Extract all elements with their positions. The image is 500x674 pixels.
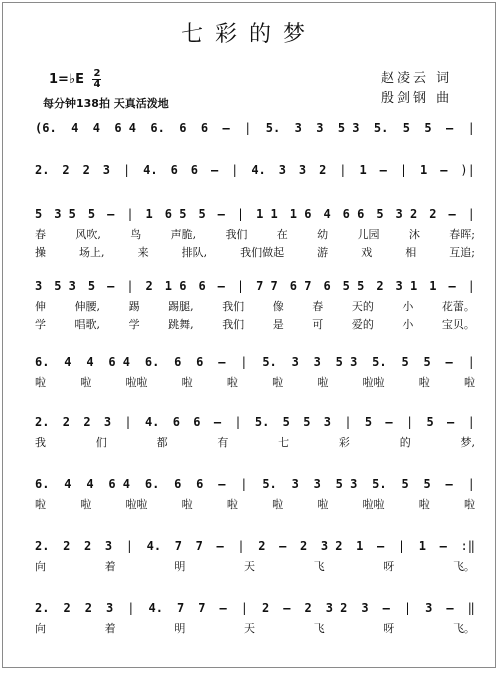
lyric-word: 啦: [463, 376, 475, 389]
note: 4: [323, 207, 331, 221]
note: 6: [196, 355, 204, 369]
note: –: [107, 207, 115, 221]
lyric-word: 游: [317, 246, 329, 259]
lyric-word: 啦啦: [125, 498, 148, 511]
lyric-line: [35, 375, 475, 389]
note: 2: [84, 601, 92, 615]
barline: |: [231, 163, 239, 177]
lyric-word: 啦啦: [362, 498, 385, 511]
note: 2: [62, 163, 70, 177]
note: 1: [429, 279, 437, 293]
note: 2: [258, 539, 266, 553]
lyric-word: 春: [35, 228, 46, 241]
note: 3: [294, 121, 302, 135]
note: 6: [190, 163, 198, 177]
note: –: [222, 121, 230, 135]
lyric-line: [35, 559, 475, 573]
note: 5 3: [335, 477, 358, 491]
note: 5 3: [335, 355, 358, 369]
lyric-word: 们: [95, 436, 107, 449]
lyric-line: [35, 299, 475, 313]
note: 3: [316, 121, 324, 135]
note: 2: [145, 279, 153, 293]
note: 5: [87, 207, 96, 221]
notation-row: [35, 279, 475, 293]
note: 7: [174, 539, 182, 553]
lyric-word: 啦: [272, 376, 284, 389]
lyric-word: 啦: [226, 376, 238, 389]
note: –: [446, 601, 454, 615]
lyric-word: 啦: [80, 498, 92, 511]
note: 3: [291, 355, 299, 369]
lyric-word: 风吹,: [75, 228, 101, 241]
note: –: [217, 279, 225, 293]
note: 6.: [35, 355, 50, 369]
note: 3: [313, 355, 321, 369]
lyric-word: 天: [243, 560, 255, 573]
note: 4.: [144, 415, 160, 429]
note: 4.: [148, 601, 163, 615]
key-signature: [49, 69, 101, 90]
note: 1: [418, 539, 426, 553]
lyric-word: 啦: [181, 498, 193, 511]
note: 4: [64, 477, 72, 491]
note: 4: [71, 121, 79, 135]
note: 2: [261, 601, 270, 615]
note: 6: [174, 477, 182, 491]
note: 6: [200, 121, 209, 135]
note: 5: [87, 279, 96, 293]
lyric-word: 戏: [361, 246, 373, 259]
note: –: [377, 539, 385, 553]
barline: |: [403, 601, 412, 615]
note: 5 3: [54, 279, 76, 293]
lyric-word: 啦: [463, 498, 475, 511]
note: –: [218, 355, 226, 369]
note: 7: [198, 601, 206, 615]
note: 6: [179, 121, 187, 135]
note: 1: [420, 163, 428, 177]
note: –: [445, 355, 453, 369]
note: –: [210, 163, 219, 177]
note: 2: [63, 539, 71, 553]
barline: |: [467, 279, 475, 293]
barline: |: [236, 207, 245, 221]
time-denominator: 4: [93, 79, 101, 90]
note: 2: [83, 415, 91, 429]
notation-row: [35, 207, 475, 221]
lyric-line: [35, 227, 475, 241]
barline: |: [124, 415, 132, 429]
barline: |: [339, 163, 347, 177]
tempo-marking: 每分钟138拍 天真活泼地: [43, 97, 169, 110]
note: 5 3: [337, 121, 360, 135]
lyric-word: 沐: [408, 228, 420, 241]
note: 6.: [150, 121, 165, 135]
lyric-word: 可: [312, 318, 324, 331]
composer-credit: 殷剑钢 曲: [381, 91, 453, 106]
note: 3: [298, 163, 307, 177]
note: 3: [291, 477, 299, 491]
lyric-word: 学: [128, 318, 140, 331]
note: –: [218, 477, 226, 491]
note: 7 7: [256, 279, 278, 293]
lyric-word: 啦: [181, 376, 193, 389]
note: 7: [195, 539, 203, 553]
note: 2.: [35, 601, 50, 615]
score-title: 七彩的梦: [180, 22, 317, 47]
lyric-word: 啦: [80, 376, 92, 389]
barline: |: [126, 207, 134, 221]
note: –: [379, 163, 387, 177]
lyric-word: 啦: [35, 376, 46, 389]
note: 4: [86, 355, 94, 369]
note: 4.: [146, 539, 162, 553]
note: –: [448, 279, 456, 293]
barline: |: [467, 121, 475, 135]
note: 4: [92, 121, 100, 135]
barline: |: [244, 121, 252, 135]
notation-row: [35, 163, 475, 177]
note: 4.: [251, 163, 266, 177]
barline: |: [127, 601, 135, 615]
note: (6.: [35, 121, 57, 135]
note: 7: [176, 601, 185, 615]
time-numerator: 2: [93, 68, 101, 79]
note: 5: [376, 207, 384, 221]
note: 5: [198, 207, 206, 221]
lyric-word: 明: [174, 560, 186, 573]
note: 5: [35, 207, 43, 221]
note: –: [440, 163, 448, 177]
barline: |: [467, 477, 475, 491]
barline: |: [240, 355, 248, 369]
note: –: [107, 279, 115, 293]
barline: |: [467, 207, 475, 221]
note: 2.: [35, 163, 50, 177]
note: 5: [303, 415, 311, 429]
barline: |: [125, 539, 133, 553]
lyric-word: 伸: [35, 300, 46, 313]
lyric-word: 声脆,: [170, 228, 197, 241]
lyric-word: 啦: [226, 498, 238, 511]
note: 6: [196, 477, 204, 491]
notation-row: [35, 601, 475, 615]
lyric-line: [35, 435, 475, 449]
lyric-word: 天: [243, 622, 255, 635]
lyric-word: 春: [312, 300, 324, 313]
lyric-line: [35, 317, 475, 331]
lyric-word: 啦: [317, 376, 329, 389]
lyric-word: 学: [35, 318, 46, 331]
note: 4: [64, 355, 72, 369]
note: 2: [376, 279, 384, 293]
note: 2: [299, 539, 308, 553]
note: 3: [425, 601, 433, 615]
lyric-word: 我: [35, 436, 46, 449]
note: 3 1: [395, 279, 418, 293]
note: 6: [323, 279, 331, 293]
note: –: [445, 477, 453, 491]
lyric-word: 互追;: [449, 246, 475, 259]
barline: |: [397, 539, 406, 553]
note: –: [447, 415, 455, 429]
barline: |: [126, 279, 134, 293]
note: 3: [361, 601, 369, 615]
notation-row: [35, 539, 475, 553]
note: 6: [172, 415, 180, 429]
note: –: [448, 207, 456, 221]
lyric-line: [35, 497, 475, 511]
note: 3: [105, 601, 114, 615]
note: 2: [304, 601, 312, 615]
lyric-word: 是: [272, 318, 284, 331]
lyric-line: [35, 245, 475, 259]
note: 5: [426, 415, 434, 429]
note: 5.: [262, 477, 277, 491]
note: 5.: [372, 477, 387, 491]
lyricist-credit: 赵凌云 词: [381, 71, 453, 86]
note: 3 2: [325, 601, 348, 615]
lyric-word: 天的: [351, 300, 374, 313]
note: 3: [323, 415, 331, 429]
note: 3 2: [320, 539, 343, 553]
note: –: [219, 601, 227, 615]
lyric-word: 我们: [222, 300, 245, 313]
lyric-word: 都: [156, 436, 168, 449]
lyric-word: 唱歌,: [74, 318, 101, 331]
note: 3: [102, 163, 111, 177]
lyric-word: 小: [402, 318, 414, 331]
note: –: [382, 601, 390, 615]
note: 3: [278, 163, 286, 177]
note: 2: [62, 415, 70, 429]
note: 5: [402, 121, 410, 135]
note: 5 5: [342, 279, 365, 293]
note: –: [279, 539, 287, 553]
barline: |: [467, 415, 475, 429]
note: 5.: [262, 355, 277, 369]
lyric-word: 花蕾。: [441, 300, 475, 313]
lyric-word: 我们: [222, 318, 245, 331]
barline: ‖: [467, 601, 475, 615]
note: 5: [401, 355, 409, 369]
lyric-word: 七: [278, 436, 290, 449]
note: 3 5: [54, 207, 76, 221]
note: 5: [401, 477, 409, 491]
notation-row: [35, 415, 475, 429]
note: 5: [282, 415, 290, 429]
lyric-word: 在: [276, 228, 288, 241]
lyric-word: 排队,: [181, 246, 208, 259]
lyric-word: 像: [272, 300, 284, 313]
note: 5.: [254, 415, 270, 429]
lyric-word: 呀: [383, 560, 395, 573]
barline: |: [234, 415, 242, 429]
note: 4: [86, 477, 94, 491]
note: 1: [356, 539, 364, 553]
note: 6.: [35, 477, 50, 491]
lyric-word: 梦,: [460, 436, 475, 449]
note: 6 7: [289, 279, 312, 293]
notation-row: [35, 477, 475, 491]
note: 5.: [373, 121, 389, 135]
lyric-word: 啦啦: [125, 376, 148, 389]
note: 6: [193, 415, 201, 429]
note: 5: [423, 477, 431, 491]
note: 5: [423, 355, 431, 369]
lyric-word: 啦: [272, 498, 284, 511]
lyric-word: 向: [35, 622, 46, 635]
note: –: [439, 539, 447, 553]
note: 2: [63, 601, 71, 615]
note: 1: [359, 163, 367, 177]
note: 5.: [265, 121, 281, 135]
notation-row: [35, 355, 475, 369]
barline: |: [399, 163, 408, 177]
note: 1 6: [164, 279, 187, 293]
barline: |: [240, 477, 248, 491]
lyric-word: 儿园: [357, 228, 380, 241]
note: 3: [103, 415, 112, 429]
barline: |: [405, 415, 414, 429]
note: –: [385, 415, 393, 429]
note: 6.: [144, 355, 160, 369]
lyric-word: 我们: [225, 228, 248, 241]
lyric-word: 飞。: [452, 622, 475, 635]
lyric-word: 伸腰,: [74, 300, 101, 313]
note: –: [446, 121, 454, 135]
lyric-word: 小: [402, 300, 414, 313]
lyric-word: 彩: [338, 436, 350, 449]
note: 6 6: [342, 207, 365, 221]
barline: :‖: [460, 539, 475, 553]
lyric-word: 幼: [317, 228, 329, 241]
note: 3: [35, 279, 43, 293]
lyric-word: 春晖;: [449, 228, 475, 241]
lyric-word: 着: [104, 560, 116, 573]
lyric-word: 飞: [313, 622, 325, 635]
note: –: [216, 539, 224, 553]
time-signature: [92, 69, 101, 90]
note: 3: [313, 477, 321, 491]
note: 5.: [372, 355, 387, 369]
note: 6 4: [114, 121, 137, 135]
note: 6 4: [108, 477, 131, 491]
note: 2.: [35, 539, 50, 553]
lyric-line: [35, 621, 475, 635]
barline: )|: [460, 163, 475, 177]
barline: |: [467, 355, 475, 369]
note: 2: [429, 207, 437, 221]
note: 1 6: [289, 207, 312, 221]
note: –: [283, 601, 291, 615]
lyric-word: 飞。: [452, 560, 475, 573]
lyric-word: 操: [35, 246, 46, 259]
note: 3 2: [395, 207, 418, 221]
note: 5: [424, 121, 432, 135]
note: 5: [364, 415, 373, 429]
note: –: [217, 207, 225, 221]
note: 6 5: [164, 207, 187, 221]
note: 4.: [143, 163, 158, 177]
note: 2: [319, 163, 327, 177]
lyric-word: 相: [405, 246, 417, 259]
note: 2: [83, 539, 92, 553]
lyric-word: 明: [174, 622, 186, 635]
lyric-word: 呀: [383, 622, 395, 635]
lyric-word: 来: [137, 246, 149, 259]
note: 6: [174, 355, 182, 369]
lyric-word: 我们做起: [240, 246, 285, 259]
lyric-word: 的: [399, 436, 411, 449]
lyric-word: 啦: [418, 376, 430, 389]
note: 6 4: [108, 355, 131, 369]
lyric-word: 啦: [35, 498, 46, 511]
barline: |: [237, 539, 245, 553]
barline: |: [344, 415, 352, 429]
lyric-word: 踢腿,: [168, 300, 194, 313]
barline: |: [236, 279, 245, 293]
lyric-word: 飞: [313, 560, 325, 573]
barline: |: [122, 163, 131, 177]
note: 3: [104, 539, 113, 553]
lyric-word: 跳舞,: [168, 318, 194, 331]
note: 6.: [144, 477, 160, 491]
note: 2: [82, 163, 90, 177]
lyric-word: 向: [35, 560, 46, 573]
lyric-word: 宝贝。: [441, 318, 475, 331]
score-sheet: [2, 2, 496, 668]
lyric-word: 啦: [418, 498, 430, 511]
note: 6: [170, 163, 178, 177]
lyric-word: 啦啦: [362, 376, 385, 389]
lyric-word: 场上,: [79, 246, 105, 259]
lyric-word: 爱的: [351, 318, 374, 331]
note: 2.: [35, 415, 50, 429]
note: 6: [198, 279, 206, 293]
barline: |: [240, 601, 248, 615]
lyric-word: 啦: [317, 498, 329, 511]
note: 1: [145, 207, 153, 221]
lyric-word: 踢: [128, 300, 140, 313]
lyric-word: 有: [217, 436, 229, 449]
lyric-word: 着: [104, 622, 116, 635]
note: –: [213, 415, 222, 429]
notation-row: [35, 121, 475, 135]
lyric-word: 鸟: [130, 228, 142, 241]
key-label: 1=♭E: [49, 72, 84, 87]
note: 1 1: [256, 207, 278, 221]
